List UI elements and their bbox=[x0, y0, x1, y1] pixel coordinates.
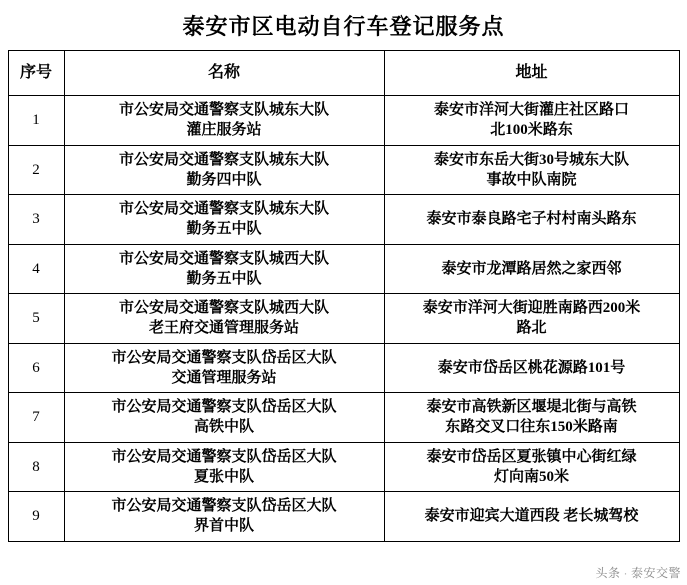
table-row bbox=[8, 294, 679, 344]
cell-name-line: 市公安局交通警察支队城西大队 bbox=[118, 300, 329, 316]
cell-name-line: 交通管理服务站 bbox=[171, 369, 277, 386]
table-body bbox=[8, 96, 679, 542]
column-header-name: 名称 bbox=[64, 51, 384, 96]
cell-name-line: 高铁中队 bbox=[193, 419, 254, 436]
table-row bbox=[8, 343, 679, 393]
cell-name-line: 老王府交通管理服务站 bbox=[148, 320, 299, 337]
cell-address-line: 泰安市龙潭路居然之家西邻 bbox=[441, 260, 622, 277]
table-header-row bbox=[8, 51, 679, 96]
cell-address-line: 事故中队南院 bbox=[486, 171, 577, 188]
table-row bbox=[8, 244, 679, 294]
cell-name bbox=[64, 393, 384, 443]
cell-address-line: 泰安市洋河大街迎胜南路西200米 bbox=[422, 300, 641, 316]
cell-index: 4 bbox=[8, 244, 64, 294]
cell-index: 6 bbox=[8, 343, 64, 393]
registration-service-points-table bbox=[8, 50, 680, 542]
cell-address-line: 泰安市东岳大街30号城东大队 bbox=[433, 151, 629, 168]
cell-name-line: 市公安局交通警察支队城东大队 bbox=[118, 201, 329, 217]
cell-index: 1 bbox=[8, 96, 64, 146]
cell-name bbox=[64, 145, 384, 195]
watermark-account: 泰安交警 bbox=[630, 566, 681, 580]
cell-index: 2 bbox=[8, 145, 64, 195]
table-row bbox=[8, 393, 679, 443]
watermark-separator: · bbox=[623, 566, 628, 580]
cell-index: 9 bbox=[8, 492, 64, 542]
cell-name-line: 市公安局交通警察支队岱岳区大队 bbox=[111, 498, 337, 514]
cell-address bbox=[384, 244, 679, 294]
cell-address bbox=[384, 294, 679, 344]
cell-address bbox=[384, 145, 679, 195]
cell-name-line: 市公安局交通警察支队城东大队 bbox=[118, 151, 329, 168]
cell-name-line: 界首中队 bbox=[193, 518, 254, 535]
cell-name bbox=[64, 442, 384, 492]
cell-name bbox=[64, 96, 384, 146]
cell-name-line: 市公安局交通警察支队城东大队 bbox=[118, 102, 329, 118]
cell-name-line: 市公安局交通警察支队岱岳区大队 bbox=[111, 448, 337, 465]
cell-address-line: 东路交叉口往东150米路南 bbox=[445, 419, 618, 436]
cell-index: 7 bbox=[8, 393, 64, 443]
cell-address-line: 泰安市高铁新区堰堤北街与高铁 bbox=[426, 399, 637, 415]
cell-name bbox=[64, 195, 384, 245]
cell-address-line: 泰安市泰良路宅子村村南头路东 bbox=[426, 211, 637, 228]
cell-name bbox=[64, 294, 384, 344]
watermark bbox=[595, 564, 681, 581]
cell-name-line: 勤务五中队 bbox=[186, 221, 262, 238]
cell-address-line: 灯向南50米 bbox=[493, 468, 569, 485]
column-header-address: 地址 bbox=[384, 51, 679, 96]
cell-name-line: 勤务五中队 bbox=[186, 270, 262, 287]
table-row bbox=[8, 195, 679, 245]
cell-name-line: 夏张中队 bbox=[193, 468, 254, 485]
cell-address bbox=[384, 96, 679, 146]
cell-address-line: 泰安市迎宾大道西段 老长城驾校 bbox=[424, 508, 639, 525]
cell-address bbox=[384, 343, 679, 393]
cell-address bbox=[384, 195, 679, 245]
cell-address-line: 泰安市洋河大街灌庄社区路口 bbox=[433, 102, 629, 118]
table-row bbox=[8, 442, 679, 492]
cell-address bbox=[384, 492, 679, 542]
cell-name-line: 市公安局交通警察支队岱岳区大队 bbox=[111, 399, 337, 415]
page-title: 泰安市区电动自行车登记服务点 bbox=[182, 14, 505, 39]
cell-address bbox=[384, 442, 679, 492]
column-header-index: 序号 bbox=[8, 51, 64, 96]
cell-address-line: 泰安市岱岳区夏张镇中心街红绿 bbox=[426, 448, 637, 465]
cell-address-line: 路北 bbox=[516, 320, 547, 337]
cell-name bbox=[64, 244, 384, 294]
cell-index: 5 bbox=[8, 294, 64, 344]
table-row bbox=[8, 492, 679, 542]
cell-name-line: 市公安局交通警察支队城西大队 bbox=[118, 250, 329, 267]
cell-name bbox=[64, 492, 384, 542]
cell-name bbox=[64, 343, 384, 393]
cell-address bbox=[384, 393, 679, 443]
table-row bbox=[8, 96, 679, 146]
cell-index: 3 bbox=[8, 195, 64, 245]
table-row bbox=[8, 145, 679, 195]
cell-index: 8 bbox=[8, 442, 64, 492]
cell-name-line: 灌庄服务站 bbox=[186, 122, 262, 139]
cell-name-line: 勤务四中队 bbox=[186, 171, 262, 188]
cell-address-line: 北100米路东 bbox=[490, 122, 573, 139]
watermark-source: 头条 bbox=[595, 566, 621, 580]
cell-name-line: 市公安局交通警察支队岱岳区大队 bbox=[111, 349, 337, 366]
cell-address-line: 泰安市岱岳区桃花源路101号 bbox=[437, 359, 626, 376]
